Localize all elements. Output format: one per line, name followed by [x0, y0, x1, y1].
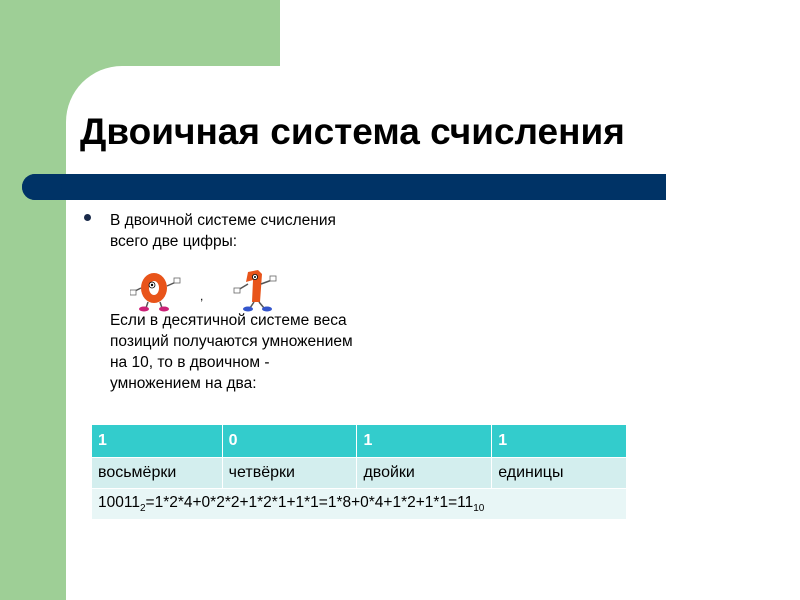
table-header-cell: 0	[222, 425, 357, 458]
formula-lhs: 10011	[98, 494, 140, 511]
title-rule-bar	[22, 174, 666, 200]
table-header-row	[92, 425, 627, 458]
bullet-line: всего две цифры:	[110, 233, 238, 250]
table-row	[92, 458, 627, 489]
zero-character-icon	[130, 273, 180, 312]
binary-digit-figures	[130, 268, 290, 312]
paragraph-line: умножением на два:	[110, 375, 257, 392]
one-character-icon	[234, 270, 276, 312]
title-rule-bar-cap	[22, 174, 62, 200]
binary-weights-table	[91, 424, 627, 520]
bullet-text	[110, 210, 390, 252]
background-band-left	[0, 0, 66, 600]
background-top-right	[280, 0, 800, 66]
paragraph-line: Если в десятичной системе веса	[110, 312, 347, 329]
table-header-cell: 1	[357, 425, 492, 458]
formula-cell	[92, 489, 627, 520]
formula-rhs: =1*2*4+0*2*2+1*2*1+1*1=1*8+0*4+1*2+1*1=11	[145, 494, 474, 511]
formula-rhs-base: 10	[473, 503, 485, 514]
paragraph-line: на 10, то в двоичном -	[110, 354, 270, 371]
bullet-line: В двоичной системе счисления	[110, 212, 336, 229]
table-header-cell: 1	[92, 425, 223, 458]
figures-separator: ,	[200, 289, 204, 303]
paragraph-line: позиций получаются умножением	[110, 333, 353, 350]
background-band-top	[0, 0, 280, 66]
bullet-icon	[84, 214, 91, 221]
table-cell: восьмёрки	[92, 458, 223, 489]
paragraph-text	[110, 310, 410, 394]
formula-lhs-base: 2	[139, 503, 146, 514]
table-row	[92, 489, 627, 520]
table-header-cell: 1	[492, 425, 627, 458]
slide-title: Двоичная система счисления	[80, 111, 625, 152]
table-cell: единицы	[492, 458, 627, 489]
table-cell: двойки	[357, 458, 492, 489]
table-cell: четвёрки	[222, 458, 357, 489]
